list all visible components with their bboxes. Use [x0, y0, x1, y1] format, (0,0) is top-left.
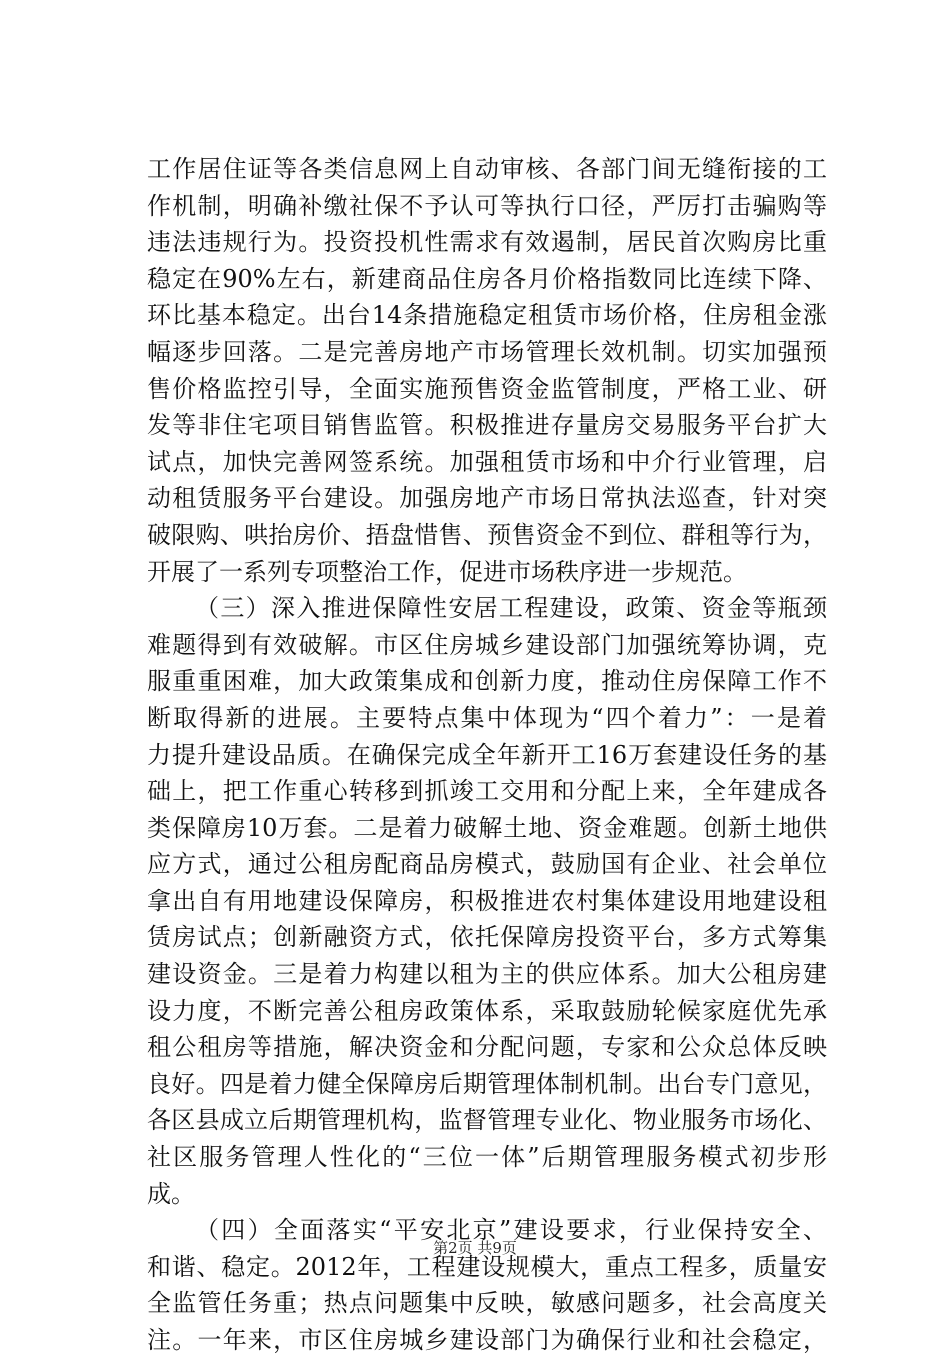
text-line: 建设资金。三是着力构建以租为主的供应体系。加大公租房建 — [147, 960, 827, 989]
text-line: 和谐、稳定。2012年，工程建设规模大，重点工程多，质量安 — [147, 1252, 827, 1281]
text-line: 断取得新的进展。主要特点集中体现为“四个着力”：一是着 — [147, 703, 827, 732]
text-line: 础上，把工作重心转移到抓竣工交用和分配上来，全年建成各 — [147, 777, 827, 806]
text-line: （三）深入推进保障性安居工程建设，政策、资金等瓶颈 — [195, 594, 827, 623]
text-line: 良好。四是着力健全保障房后期管理体制机制。出台专门意见， — [147, 1069, 827, 1098]
text-line: 赁房试点；创新融资方式，依托保障房投资平台，多方式筹集 — [147, 923, 827, 952]
page-footer: 第2页 共9页 — [433, 1239, 517, 1257]
text-line: 开展了一系列专项整治工作，促进市场秩序进一步规范。 — [147, 557, 747, 586]
text-line: 注。一年来，市区住房城乡建设部门为确保行业和社会稳定， — [147, 1326, 827, 1354]
text-line: 力提升建设品质。在确保完成全年新开工16万套建设任务的基 — [147, 740, 827, 769]
text-line: 幅逐步回落。二是完善房地产市场管理长效机制。切实加强预 — [147, 337, 827, 366]
text-line: 稳定在90%左右，新建商品住房各月价格指数同比连续下降、 — [147, 264, 827, 293]
text-line: （四）全面落实“平安北京”建设要求，行业保持安全、 — [195, 1216, 827, 1245]
text-line: 售价格监控引导，全面实施预售资金监管制度，严格工业、研 — [147, 374, 827, 403]
text-line: 违法违规行为。投资投机性需求有效遏制，居民首次购房比重 — [147, 228, 827, 257]
text-line: 全监管任务重；热点问题集中反映，敏感问题多，社会高度关 — [147, 1289, 827, 1318]
text-line: 试点，加快完善网签系统。加强租赁市场和中介行业管理，启 — [147, 447, 827, 476]
text-line: 动租赁服务平台建设。加强房地产市场日常执法巡查，针对突 — [147, 484, 827, 513]
text-line: 类保障房10万套。二是着力破解土地、资金难题。创新土地供 — [147, 813, 827, 842]
document-body — [147, 151, 827, 1359]
text-line: 环比基本稳定。出台14条措施稳定租赁市场价格，住房租金涨 — [147, 301, 827, 330]
text-line: 社区服务管理人性化的“三位一体”后期管理服务模式初步形 — [147, 1143, 827, 1172]
text-line: 各区县成立后期管理机构，监督管理专业化、物业服务市场化、 — [147, 1106, 827, 1135]
text-line: 作机制，明确补缴社保不予认可等执行口径，严厉打击骗购等 — [147, 191, 827, 220]
text-line: 租公租房等措施，解决资金和分配问题，专家和公众总体反映 — [147, 1033, 827, 1062]
text-line: 发等非住宅项目销售监管。积极推进存量房交易服务平台扩大 — [147, 411, 827, 440]
text-line: 设力度，不断完善公租房政策体系，采取鼓励轮候家庭优先承 — [147, 996, 827, 1025]
text-line: 工作居住证等各类信息网上自动审核、各部门间无缝衔接的工 — [147, 155, 827, 183]
text-line: 破限购、哄抬房价、捂盘惜售、预售资金不到位、群租等行为， — [147, 520, 827, 549]
text-line: 应方式，通过公租房配商品房模式，鼓励国有企业、社会单位 — [147, 850, 827, 879]
text-line: 服重重困难，加大政策集成和创新力度，推动住房保障工作不 — [147, 667, 827, 696]
text-line: 成。 — [147, 1179, 195, 1208]
text-line: 拿出自有用地建设保障房，积极推进农村集体建设用地建设租 — [147, 886, 827, 915]
text-line: 难题得到有效破解。市区住房城乡建设部门加强统筹协调，克 — [147, 630, 827, 659]
